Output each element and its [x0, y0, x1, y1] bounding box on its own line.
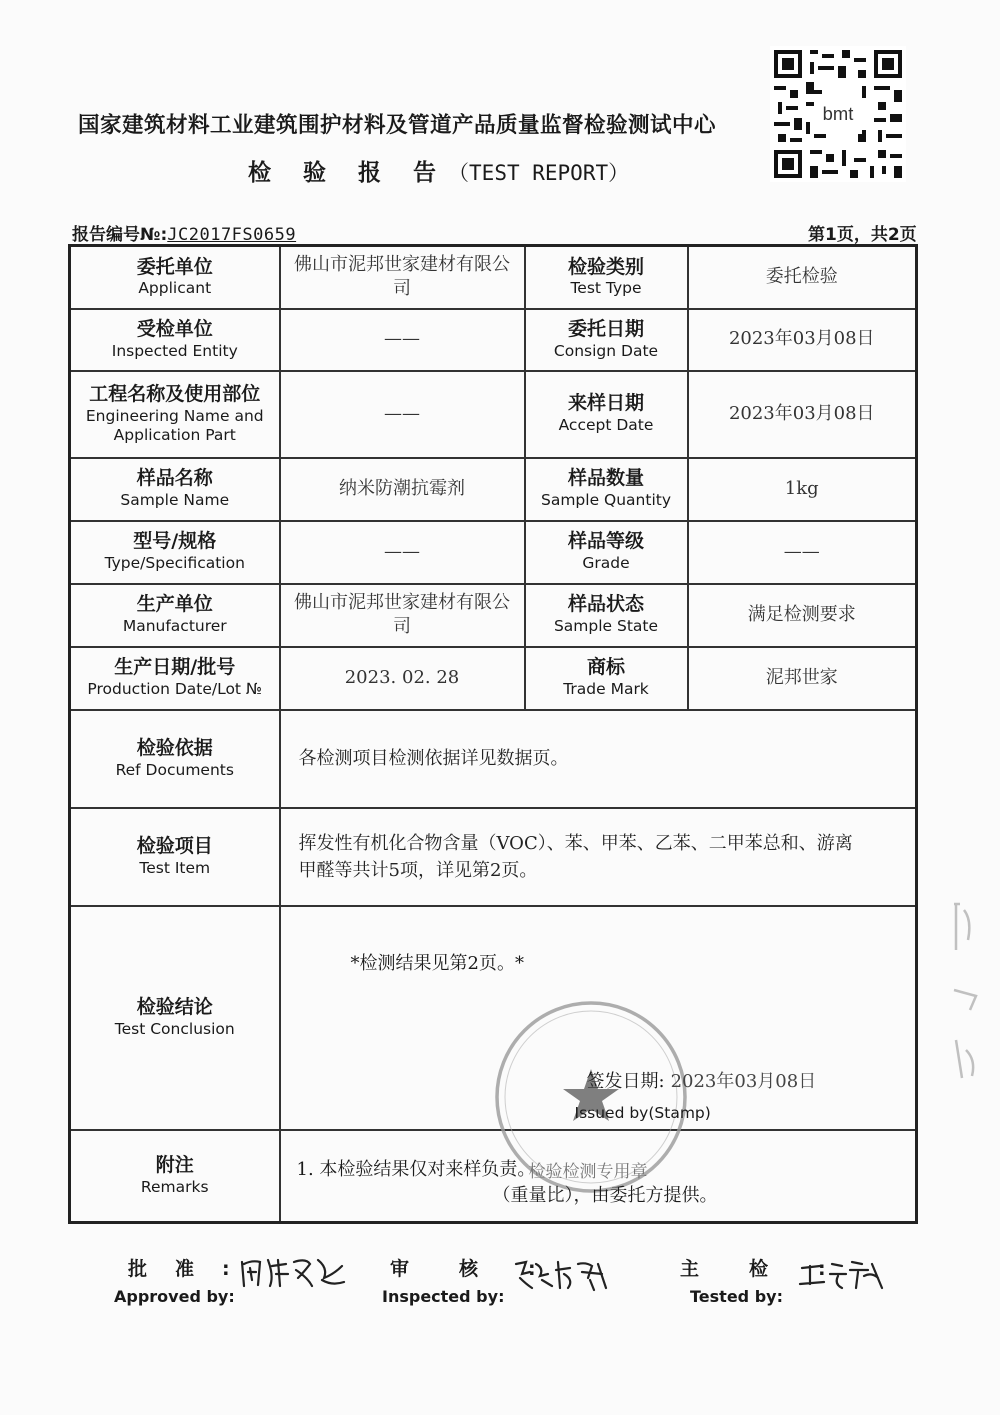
issue-date-value: 2023年03月08日	[670, 1070, 817, 1092]
test-item-line-2: 甲醛等共计5项，详见第2页。	[298, 859, 538, 881]
remarks-label: 附注 Remarks	[70, 1130, 280, 1223]
issued-by: Issued by(Stamp)	[574, 1103, 711, 1122]
grade-label: 样品等级 Grade	[525, 521, 688, 584]
stamp-text: 检验检测专用章	[528, 1161, 648, 1182]
sample-state-value: 满足检测要求	[688, 584, 917, 647]
ref-documents-value: 各检测项目检测依据详见数据页。	[280, 710, 917, 808]
report-number-label: 报告编号№:	[72, 225, 168, 245]
table-row	[70, 647, 917, 710]
ref-documents-label: 检验依据 Ref Documents	[70, 710, 280, 808]
engineering-label: 工程名称及使用部位 Engineering Name and Application Part	[70, 371, 280, 458]
table-row	[70, 808, 917, 906]
conclusion-text: *检测结果见第2页。*	[350, 952, 524, 974]
table-row	[70, 906, 917, 1130]
trade-mark-value: 泥邦世家	[688, 647, 917, 710]
report-title-cn: 检 验 报 告	[248, 160, 449, 186]
remarks-line-1: 1. 本检验结果仅对来样负责。	[296, 1158, 536, 1180]
remarks-cell	[280, 1130, 917, 1223]
table-row	[70, 710, 917, 808]
approver-signature-icon	[238, 1252, 348, 1292]
edge-scan-marks-icon	[950, 900, 982, 1080]
remarks-line-2: （重量比），由委托方提供。	[492, 1184, 718, 1206]
conclusion-cell	[280, 906, 917, 1130]
report-title	[248, 154, 629, 187]
applicant-value: 佛山市泥邦世家建材有限公司	[280, 246, 525, 309]
conclusion-label: 检验结论 Test Conclusion	[70, 906, 280, 1130]
tester-signature-icon	[798, 1254, 888, 1294]
engineering-value: ——	[280, 371, 525, 458]
report-title-en: （TEST REPORT）	[448, 161, 630, 185]
type-spec-label: 型号/规格 Type/Specification	[70, 521, 280, 584]
accept-date-value: 2023年03月08日	[688, 371, 917, 458]
inspected-entity-label: 受检单位 Inspected Entity	[70, 309, 280, 371]
consign-date-value: 2023年03月08日	[688, 309, 917, 371]
report-number	[72, 220, 296, 245]
type-spec-value: ——	[280, 521, 525, 584]
table-row	[70, 246, 917, 309]
table-row	[70, 1130, 917, 1223]
org-title: 国家建筑材料工业建筑围护材料及管道产品质量监督检验测试中心	[78, 113, 717, 138]
table-row	[70, 309, 917, 371]
test-type-label: 检验类别 Test Type	[525, 246, 688, 309]
report-table	[68, 244, 918, 1224]
svg-text:bmt: bmt	[822, 103, 854, 124]
issue-date-label: 签发日期:	[586, 1070, 665, 1092]
sample-state-label: 样品状态 Sample State	[525, 584, 688, 647]
table-row	[70, 458, 917, 521]
production-date-label: 生产日期/批号 Production Date/Lot №	[70, 647, 280, 710]
tested-by: 主检: Tested by:	[680, 1258, 876, 1306]
inspector-signature-icon	[512, 1254, 612, 1294]
inspected-entity-value: ——	[280, 309, 525, 371]
production-date-value: 2023. 02. 28	[280, 647, 525, 710]
trade-mark-label: 商标 Trade Mark	[525, 647, 688, 710]
manufacturer-value: 佛山市泥邦世家建材有限公司	[280, 584, 525, 647]
sample-name-value: 纳米防潮抗霉剂	[280, 458, 525, 521]
grade-value: ——	[688, 521, 917, 584]
table-row	[70, 584, 917, 647]
page-info: 第1页，共2页	[808, 225, 917, 245]
sample-quantity-label: 样品数量 Sample Quantity	[525, 458, 688, 521]
test-item-line-1: 挥发性有机化合物含量（VOC）、苯、甲苯、乙苯、二甲苯总和、游离	[298, 832, 853, 854]
test-item-label: 检验项目 Test Item	[70, 808, 280, 906]
approved-by: 批准: Approved by:	[114, 1258, 258, 1306]
sample-name-label: 样品名称 Sample Name	[70, 458, 280, 521]
applicant-label: 委托单位 Applicant	[70, 246, 280, 309]
report-number-value: JC2017FS0659	[167, 225, 297, 245]
sample-quantity-value: 1kg	[688, 458, 917, 521]
test-item-value	[280, 808, 917, 906]
consign-date-label: 委托日期 Consign Date	[525, 309, 688, 371]
table-row	[70, 371, 917, 458]
test-type-value: 委托检验	[688, 246, 917, 309]
inspected-by: 审核: Inspected by:	[382, 1258, 586, 1306]
qr-code-icon	[770, 46, 906, 182]
issue-date	[587, 1067, 817, 1093]
manufacturer-label: 生产单位 Manufacturer	[70, 584, 280, 647]
table-row	[70, 521, 917, 584]
accept-date-label: 来样日期 Accept Date	[525, 371, 688, 458]
